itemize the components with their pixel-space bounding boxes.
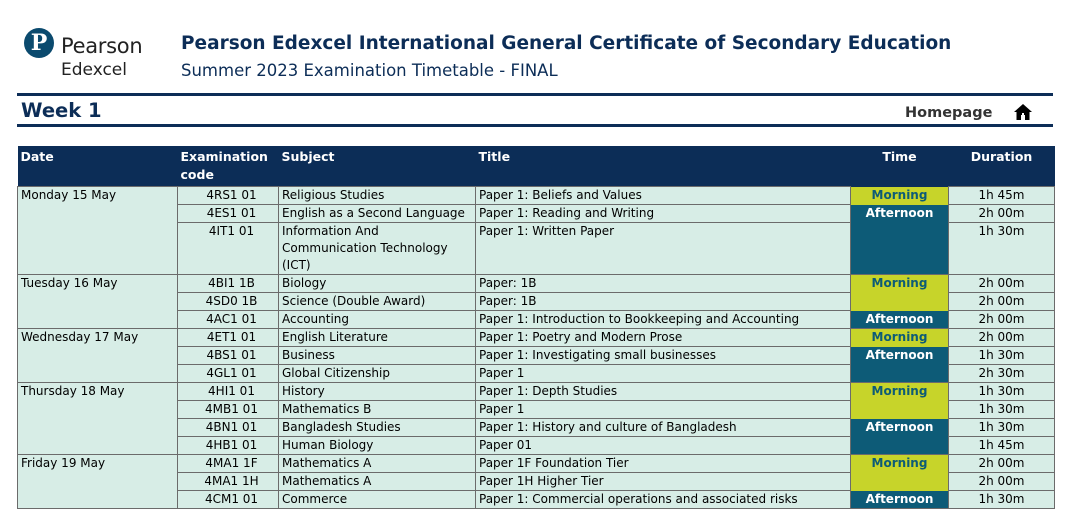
duration-cell: 2h 30m (949, 365, 1055, 383)
table-row (18, 491, 1055, 509)
date-cell (18, 293, 178, 311)
exam-code-cell: 4MB1 01 (178, 401, 279, 419)
home-icon[interactable] (1013, 103, 1033, 121)
date-cell: Friday 19 May (18, 455, 178, 473)
time-cell: Morning (851, 187, 949, 205)
exam-code-cell: 4BS1 01 (178, 347, 279, 365)
header-title: Title (476, 146, 851, 187)
table-row (18, 383, 1055, 401)
title-cell: Paper: 1B (476, 293, 851, 311)
duration-cell: 2h 00m (949, 293, 1055, 311)
time-cell: Morning (851, 275, 949, 293)
duration-cell: 2h 00m (949, 275, 1055, 293)
header-duration: Duration (949, 146, 1055, 187)
title-cell: Paper 1: History and culture of Bangladesh (476, 419, 851, 437)
time-cell: Afternoon (851, 311, 949, 329)
subject-cell: Business (279, 347, 476, 365)
subject-cell: Science (Double Award) (279, 293, 476, 311)
duration-cell: 1h 30m (949, 223, 1055, 275)
table-row (18, 401, 1055, 419)
duration-cell: 2h 00m (949, 205, 1055, 223)
table-row (18, 473, 1055, 491)
time-cell: Afternoon (851, 205, 949, 223)
subject-cell: Mathematics A (279, 455, 476, 473)
header-rule-top (17, 93, 1053, 96)
subject-cell: Religious Studies (279, 187, 476, 205)
logo-word-pearson: Pearson (61, 34, 143, 58)
exam-code-cell: 4BN1 01 (178, 419, 279, 437)
title-cell: Paper 1 (476, 365, 851, 383)
date-cell (18, 491, 178, 509)
time-cell (851, 473, 949, 491)
time-cell: Morning (851, 329, 949, 347)
exam-code-cell: 4HB1 01 (178, 437, 279, 455)
title-cell: Paper 1: Commercial operations and associated risks (476, 491, 851, 509)
subject-cell: Bangladesh Studies (279, 419, 476, 437)
pearson-logo (24, 28, 154, 80)
time-cell (851, 293, 949, 311)
subject-cell: English Literature (279, 329, 476, 347)
date-cell: Thursday 18 May (18, 383, 178, 401)
header-rule-bottom (17, 124, 1053, 127)
exam-code-cell: 4AC1 01 (178, 311, 279, 329)
duration-cell: 2h 00m (949, 311, 1055, 329)
exam-code-cell: 4SD0 1B (178, 293, 279, 311)
title-cell: Paper 1: Reading and Writing (476, 205, 851, 223)
table-row (18, 311, 1055, 329)
table-row (18, 205, 1055, 223)
title-cell: Paper 1F Foundation Tier (476, 455, 851, 473)
date-cell (18, 419, 178, 437)
date-cell: Wednesday 17 May (18, 329, 178, 347)
document-title: Pearson Edexcel International General Certificate of Secondary Education (181, 33, 952, 54)
timetable (17, 146, 1055, 509)
duration-cell: 2h 00m (949, 329, 1055, 347)
table-row (18, 347, 1055, 365)
header-time: Time (851, 146, 949, 187)
title-cell: Paper 1 (476, 401, 851, 419)
date-cell (18, 365, 178, 383)
title-cell: Paper 1: Introduction to Bookkeeping and Accounting (476, 311, 851, 329)
exam-code-cell: 4MA1 1H (178, 473, 279, 491)
subject-cell: Accounting (279, 311, 476, 329)
table-header-row (18, 146, 1055, 187)
time-cell: Afternoon (851, 347, 949, 365)
title-cell: Paper: 1B (476, 275, 851, 293)
date-cell (18, 311, 178, 329)
title-cell: Paper 1H Higher Tier (476, 473, 851, 491)
duration-cell: 2h 00m (949, 455, 1055, 473)
title-cell: Paper 01 (476, 437, 851, 455)
homepage-link[interactable]: Homepage (905, 105, 993, 121)
date-cell (18, 223, 178, 275)
duration-cell: 1h 30m (949, 347, 1055, 365)
date-cell (18, 473, 178, 491)
time-cell (851, 401, 949, 419)
subject-cell: Information And Communication Technology (ICT) (279, 223, 476, 275)
exam-code-cell: 4MA1 1F (178, 455, 279, 473)
subject-cell: Biology (279, 275, 476, 293)
exam-code-cell: 4CM1 01 (178, 491, 279, 509)
title-cell: Paper 1: Investigating small businesses (476, 347, 851, 365)
table-row (18, 293, 1055, 311)
duration-cell: 1h 30m (949, 419, 1055, 437)
time-cell (851, 437, 949, 455)
exam-code-cell: 4HI1 01 (178, 383, 279, 401)
time-cell: Afternoon (851, 491, 949, 509)
time-cell (851, 365, 949, 383)
date-cell (18, 401, 178, 419)
table-row (18, 187, 1055, 205)
exam-code-cell: 4ES1 01 (178, 205, 279, 223)
table-row (18, 419, 1055, 437)
subject-cell: Mathematics B (279, 401, 476, 419)
duration-cell: 1h 45m (949, 437, 1055, 455)
table-row (18, 455, 1055, 473)
table-row (18, 437, 1055, 455)
exam-code-cell: 4BI1 1B (178, 275, 279, 293)
subject-cell: History (279, 383, 476, 401)
subject-cell: Commerce (279, 491, 476, 509)
exam-code-cell: 4GL1 01 (178, 365, 279, 383)
date-cell: Monday 15 May (18, 187, 178, 205)
week-heading: Week 1 (21, 99, 102, 122)
subject-cell: Human Biology (279, 437, 476, 455)
table-row (18, 275, 1055, 293)
time-cell: Morning (851, 383, 949, 401)
exam-code-cell: 4RS1 01 (178, 187, 279, 205)
time-cell: Afternoon (851, 419, 949, 437)
date-cell: Tuesday 16 May (18, 275, 178, 293)
title-cell: Paper 1: Written Paper (476, 223, 851, 275)
date-cell (18, 205, 178, 223)
subject-cell: Mathematics A (279, 473, 476, 491)
title-cell: Paper 1: Depth Studies (476, 383, 851, 401)
header-date: Date (18, 146, 178, 187)
time-cell (851, 223, 949, 275)
subject-cell: Global Citizenship (279, 365, 476, 383)
subject-cell: English as a Second Language (279, 205, 476, 223)
duration-cell: 2h 00m (949, 473, 1055, 491)
document-subtitle: Summer 2023 Examination Timetable - FINAL (181, 61, 558, 80)
title-cell: Paper 1: Beliefs and Values (476, 187, 851, 205)
title-cell: Paper 1: Poetry and Modern Prose (476, 329, 851, 347)
exam-code-cell: 4ET1 01 (178, 329, 279, 347)
duration-cell: 1h 30m (949, 383, 1055, 401)
table-row (18, 223, 1055, 275)
duration-cell: 1h 30m (949, 491, 1055, 509)
exam-code-cell: 4IT1 01 (178, 223, 279, 275)
duration-cell: 1h 45m (949, 187, 1055, 205)
date-cell (18, 347, 178, 365)
header-subject: Subject (279, 146, 476, 187)
header-code: Examination code (178, 146, 279, 187)
table-row (18, 365, 1055, 383)
logo-word-edexcel: Edexcel (61, 60, 127, 80)
time-cell: Morning (851, 455, 949, 473)
table-row (18, 329, 1055, 347)
pearson-logo-letter: P (30, 30, 48, 56)
duration-cell: 1h 30m (949, 401, 1055, 419)
date-cell (18, 437, 178, 455)
